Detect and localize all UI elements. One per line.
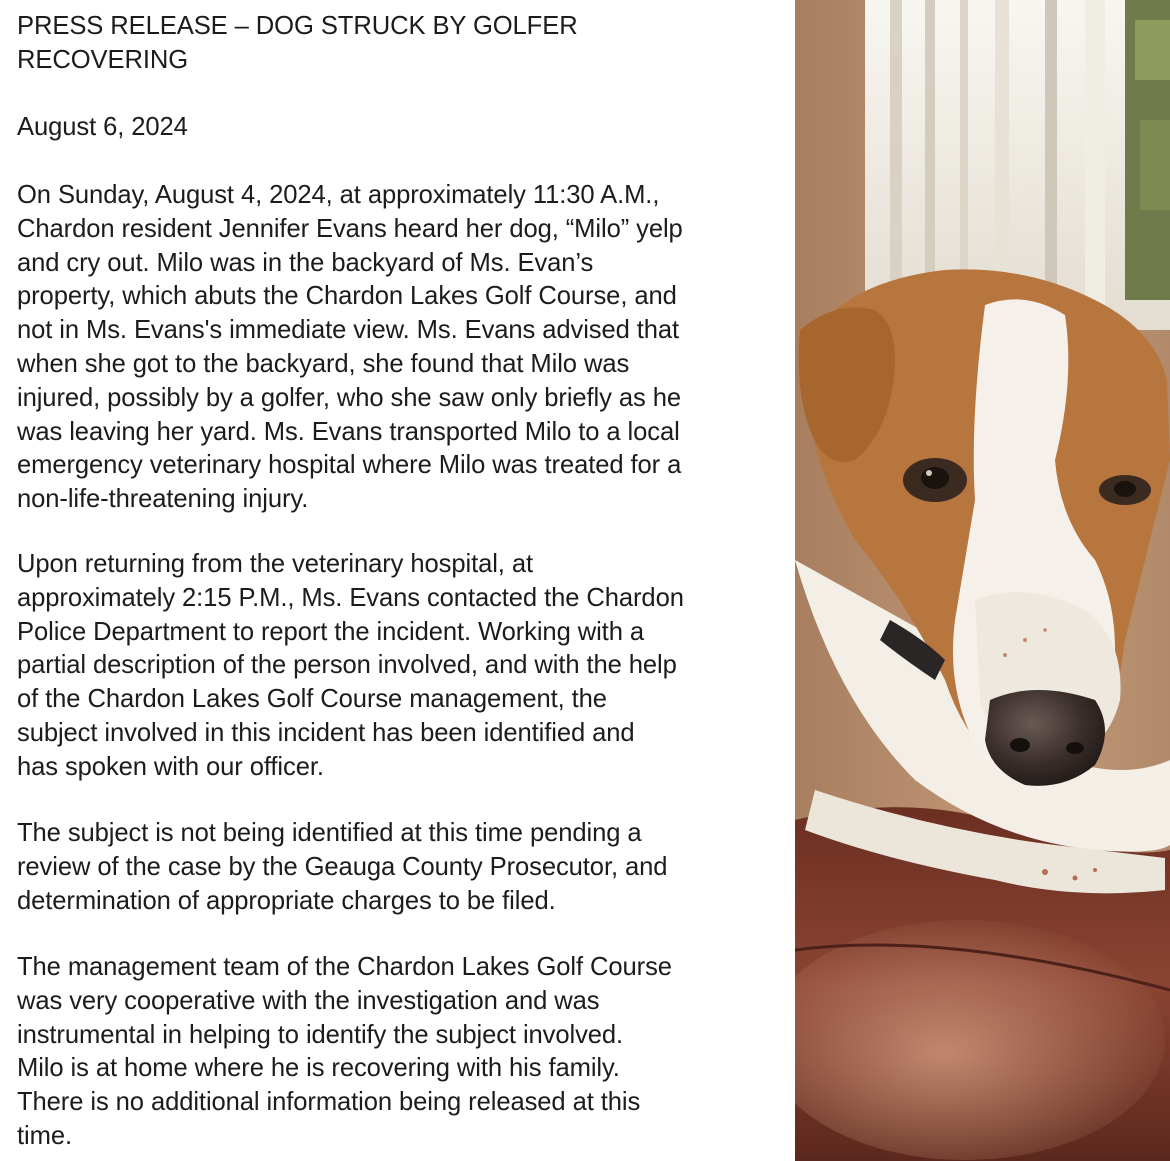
- dog-photo: [795, 0, 1170, 1161]
- paragraph-line: was very cooperative with the investigation and was: [17, 986, 600, 1015]
- paragraph-line: On Sunday, August 4, 2024, at approximately 11:30 A.M.,: [17, 181, 660, 209]
- dog-illustration: [795, 0, 1170, 1161]
- paragraph-report: [17, 548, 684, 785]
- headline-line: PRESS RELEASE – DOG STRUCK BY GOLFER: [17, 12, 578, 40]
- paragraph-line: determination of appropriate charges to be filed.: [17, 886, 556, 915]
- paragraph-line: approximately 2:15 P.M., Ms. Evans contacted the Chardon: [17, 583, 684, 612]
- paragraph-line: time.: [17, 1121, 72, 1150]
- paragraph-line: There is no additional information being released at this: [17, 1088, 641, 1117]
- headline-line: RECOVERING: [17, 45, 189, 74]
- paragraph-line: of the Chardon Lakes Golf Course management, the: [17, 685, 607, 714]
- paragraph-incident: [17, 179, 683, 517]
- paragraph-line: partial description of the person involved, and with the help: [17, 651, 677, 680]
- paragraph-line: review of the case by the Geauga County Prosecutor, and: [17, 852, 668, 881]
- headline: [17, 10, 578, 78]
- paragraph-line: The subject is not being identified at this time pending a: [17, 819, 642, 847]
- paragraph-line: when she got to the backyard, she found that Milo was: [17, 349, 630, 378]
- paragraph-line: Chardon resident Jennifer Evans heard her dog, “Milo” yelp: [17, 214, 683, 243]
- paragraph-line: and cry out. Milo was in the backyard of Ms. Evan’s: [17, 248, 594, 277]
- paragraph-line: Police Department to report the incident. Working with a: [17, 617, 644, 646]
- paragraph-line: has spoken with our officer.: [17, 752, 324, 781]
- paragraph-line: Milo is at home where he is recovering with his family.: [17, 1054, 620, 1083]
- paragraph-line: injured, possibly by a golfer, who she saw only briefly as he: [17, 383, 681, 412]
- paragraph-line: The management team of the Chardon Lakes Golf Course: [17, 953, 672, 981]
- release-date: August 6, 2024: [17, 113, 188, 141]
- paragraph-line: non-life-threatening injury.: [17, 485, 309, 514]
- paragraph-line: not in Ms. Evans's immediate view. Ms. Evans advised that: [17, 316, 680, 345]
- paragraph-line: subject involved in this incident has been identified and: [17, 718, 635, 747]
- paragraph-line: Upon returning from the veterinary hospital, at: [17, 550, 533, 578]
- paragraph-management: [17, 951, 672, 1154]
- paragraph-line: property, which abuts the Chardon Lakes Golf Course, and: [17, 282, 677, 311]
- paragraph-line: instrumental in helping to identify the subject involved.: [17, 1020, 624, 1049]
- paragraph-line: was leaving her yard. Ms. Evans transported Milo to a local: [17, 417, 680, 446]
- paragraph-prosecutor: [17, 817, 667, 918]
- paragraph-line: emergency veterinary hospital where Milo was treated for a: [17, 451, 682, 480]
